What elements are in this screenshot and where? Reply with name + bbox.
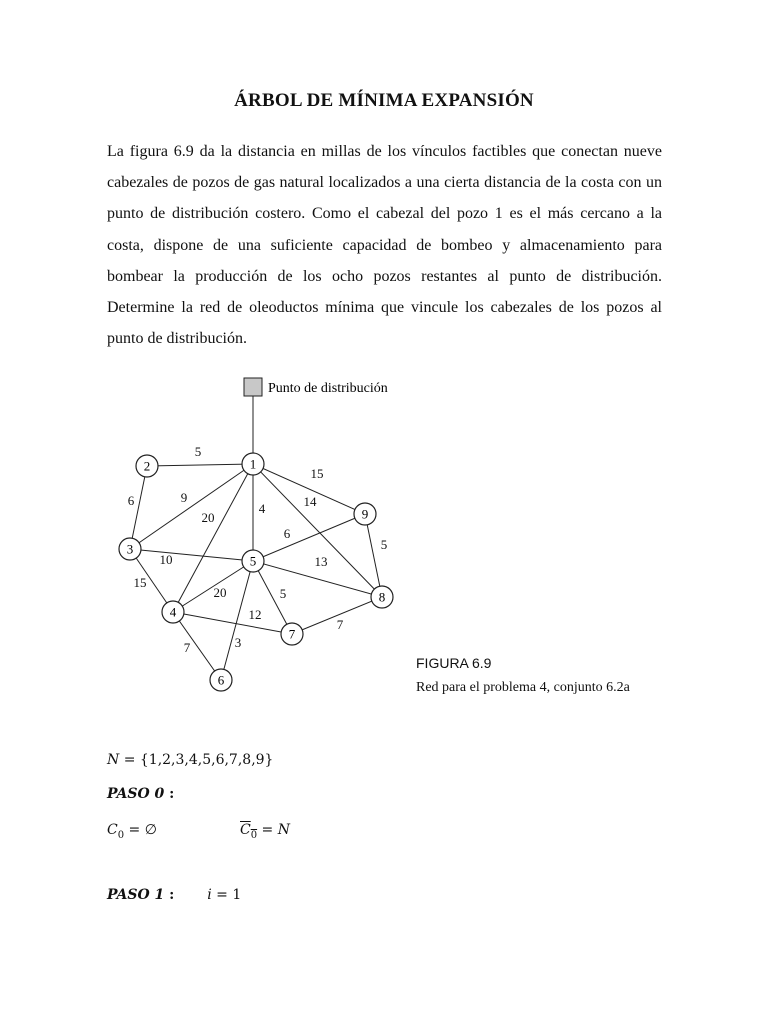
edge-weight-2-3: 6 [127,493,135,508]
c0-complement-variable: C [240,822,251,838]
edge-weight-5-4: 20 [213,585,227,600]
node-set-variable: N [107,752,120,768]
figure-caption-title: FIGURA 6.9 [416,655,492,671]
page-title: ÁRBOL DE MÍNIMA EXPANSIÓN [234,90,534,111]
node-label-7: 7 [288,626,296,642]
edge-3-5 [130,549,253,561]
nodes-layer [119,453,393,691]
edge-weight-1-3: 9 [180,490,188,505]
edge-weight-1-8: 14 [303,494,317,509]
edge-weight-5-9: 6 [283,526,291,541]
node-8 [371,586,393,608]
distribution-point-box [244,378,262,396]
node-label-6: 6 [217,672,225,688]
node-9 [354,503,376,525]
paso-1-colon: : [164,887,175,903]
node-5 [242,550,264,572]
figure-caption-text: Red para el problema 4, conjunto 6.2a [416,680,630,695]
edge-weight-5-7: 5 [279,586,287,601]
node-label-2: 2 [143,458,151,474]
iteration-variable: i [207,887,212,903]
edge-weight-1-2: 5 [194,444,202,459]
node-set-line [107,752,273,768]
edge-labels-layer [128,444,388,655]
distribution-point-label: Punto de distribución [268,381,388,396]
network-figure [0,360,768,705]
edges-layer [127,396,382,680]
edge-weight-1-9: 15 [310,466,324,481]
edge-weight-4-7: 12 [248,607,262,622]
paso-0-heading [107,786,174,802]
c0-value: = ∅ [124,822,157,838]
node-label-9: 9 [361,506,369,522]
edge-weight-3-5: 10 [159,552,173,567]
edge-weight-7-8: 7 [336,617,344,632]
node-2 [136,455,158,477]
paso-0-label: PASO 0 [107,786,165,802]
node-label-8: 8 [378,589,386,605]
c0-complement-rhs: N [277,822,290,838]
node-1 [242,453,264,475]
edge-weight-5-6: 3 [234,635,242,650]
c0-variable: C [107,822,118,838]
node-label-4: 4 [169,604,177,620]
edge-weight-1-4: 20 [201,510,215,525]
c0-complement-equals: = [257,822,278,838]
node-label-1: 1 [249,456,257,472]
edge-weight-5-8: 13 [314,554,328,569]
edge-9-8 [365,514,382,597]
edge-1-8 [253,464,382,597]
node-7 [281,623,303,645]
node-label-5: 5 [249,553,257,569]
edge-4-7 [173,612,292,634]
node-set-value: = {1,2,3,4,5,6,7,8,9} [123,752,274,768]
node-6 [210,669,232,691]
node-4 [162,601,184,623]
edge-weight-4-6: 7 [183,640,191,655]
node-label-3: 3 [126,541,134,557]
iteration-value: = 1 [211,887,242,903]
edge-1-2 [147,464,253,466]
c0-complement-subscript: 0 [250,829,258,841]
edge-weight-1-5: 4 [258,501,266,516]
c0-subscript: 0 [117,829,125,841]
c0-complement-line [240,822,290,841]
paso-1-line [107,887,241,903]
edge-weight-9-8: 5 [380,537,388,552]
edge-weight-3-4: 15 [133,575,147,590]
edge-4-6 [173,612,221,680]
c0-complement-symbol [240,822,258,841]
node-3 [119,538,141,560]
paso-0-colon: : [164,786,175,802]
paso-1-label: PASO 1 [107,887,165,903]
problem-paragraph: La figura 6.9 da la distancia en millas de los vínculos factibles que conectan nueve cabezales de pozos de gas natural localizados a una cierta distancia de la costa con un punto de distribución costero. Como el cabezal del pozo 1 es el más cercano a la costa, dispone de una suficiente capacidad de bombeo y almacenamiento para bombear la producción de los ocho pozos restantes al punto de distribución. Determine la red de oleoductos mínima que vincule los cabezales de los pozos al punto de distribución. [107,143,662,348]
c0-line [107,822,157,841]
